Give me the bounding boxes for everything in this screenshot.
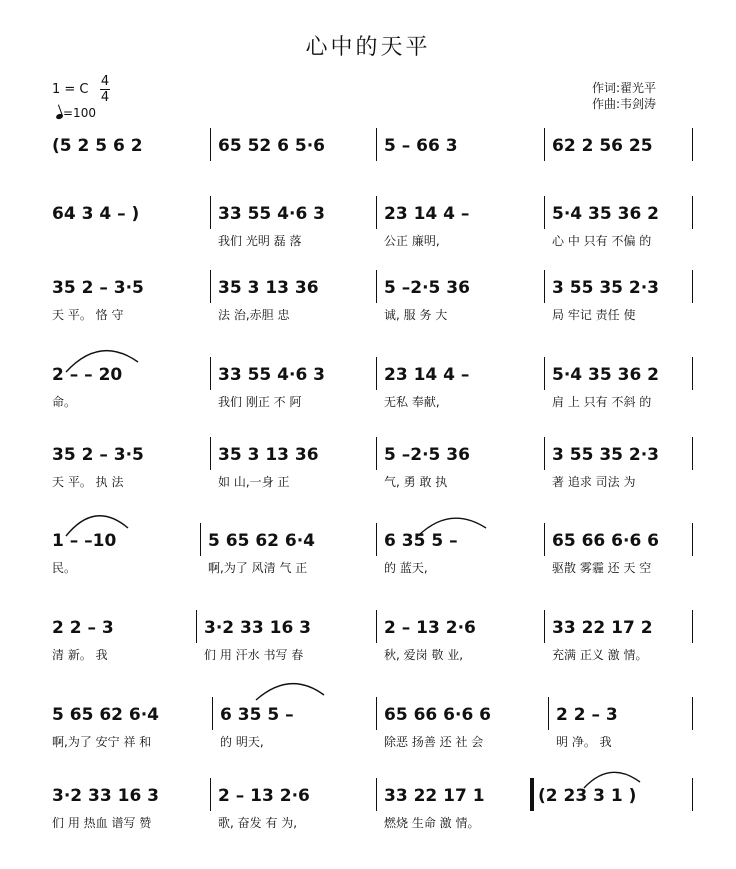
key-value: 1 = C bbox=[52, 82, 89, 97]
barline bbox=[544, 270, 545, 303]
barline bbox=[548, 697, 549, 730]
measure-lyrics: 法 治,赤胆 忠 bbox=[218, 308, 290, 322]
measure-lyrics: 气, 勇 敢 执 bbox=[384, 475, 448, 489]
measure-notes: 65 66 6·6 6 bbox=[552, 531, 660, 551]
key-signature bbox=[52, 74, 142, 124]
measure-notes: 62 2 56 25 bbox=[552, 136, 653, 156]
measure-notes: 1 – –10 bbox=[52, 531, 117, 551]
measure-lyrics: 的 明天, bbox=[220, 735, 264, 749]
barline bbox=[376, 697, 377, 730]
barline bbox=[692, 270, 693, 303]
barline bbox=[692, 523, 693, 556]
measure-lyrics: 天 平。 执 法 bbox=[52, 475, 124, 489]
composer: 作曲:韦剑涛 bbox=[592, 97, 657, 111]
barline bbox=[544, 357, 545, 390]
measure-lyrics: 们 用 热血 谱写 赞 bbox=[52, 816, 152, 830]
measure-lyrics: 肩 上 只有 不斜 的 bbox=[552, 395, 652, 409]
measure-lyrics: 充满 正义 激 情。 bbox=[552, 648, 648, 662]
measure-notes: 5·4 35 36 2 bbox=[552, 365, 660, 385]
barline bbox=[544, 437, 545, 470]
barline bbox=[544, 128, 545, 161]
measure-lyrics: 驱散 雾霾 还 天 空 bbox=[552, 561, 652, 575]
barline bbox=[210, 778, 211, 811]
barline bbox=[376, 610, 377, 643]
barline bbox=[376, 196, 377, 229]
barline bbox=[376, 778, 377, 811]
barline bbox=[692, 697, 693, 730]
measure-lyrics: 天 平。 恪 守 bbox=[52, 308, 124, 322]
barline bbox=[376, 437, 377, 470]
measure-notes: 3 55 35 2·3 bbox=[552, 278, 660, 298]
measure-notes: 5 –2·5 36 bbox=[384, 278, 470, 298]
barline bbox=[196, 610, 197, 643]
measure-lyrics: 燃烧 生命 激 情。 bbox=[384, 816, 480, 830]
measure-lyrics: 我们 光明 磊 落 bbox=[218, 234, 302, 248]
measure-notes: 33 22 17 2 bbox=[552, 618, 653, 638]
measure-notes: 35 3 13 36 bbox=[218, 445, 319, 465]
barline bbox=[376, 128, 377, 161]
measure-lyrics: 如 山,一身 正 bbox=[218, 475, 290, 489]
measure-lyrics: 的 蓝天, bbox=[384, 561, 428, 575]
barline bbox=[544, 196, 545, 229]
measure-notes: 3 55 35 2·3 bbox=[552, 445, 660, 465]
measure-notes: 2 – – 20 bbox=[52, 365, 123, 385]
measure-notes: 3·2 33 16 3 bbox=[52, 786, 160, 806]
measure-lyrics: 局 牢记 责任 使 bbox=[552, 308, 636, 322]
barline bbox=[692, 196, 693, 229]
barline bbox=[692, 128, 693, 161]
time-denominator: 4 bbox=[100, 90, 110, 105]
measure-notes: 2 2 – 3 bbox=[556, 705, 618, 725]
measure-notes: 23 14 4 – bbox=[384, 365, 470, 385]
barline bbox=[200, 523, 201, 556]
barline bbox=[210, 128, 211, 161]
barline bbox=[692, 610, 693, 643]
measure-notes: 5 65 62 6·4 bbox=[52, 705, 160, 725]
time-signature bbox=[98, 74, 112, 105]
barline bbox=[376, 357, 377, 390]
song-title: 心中的天平 bbox=[305, 35, 431, 60]
measure-lyrics: 无私 奉献, bbox=[384, 395, 440, 409]
measure-notes: 5 65 62 6·4 bbox=[208, 531, 316, 551]
measure-notes: 33 55 4·6 3 bbox=[218, 365, 326, 385]
measure-notes: 3·2 33 16 3 bbox=[204, 618, 312, 638]
measure-notes: 35 3 13 36 bbox=[218, 278, 319, 298]
measure-notes: 23 14 4 – bbox=[384, 204, 470, 224]
time-numerator: 4 bbox=[100, 74, 110, 89]
barline bbox=[210, 196, 211, 229]
measure-lyrics: 诚, 服 务 大 bbox=[384, 308, 448, 322]
measure-notes: 65 52 6 5·6 bbox=[218, 136, 326, 156]
barline bbox=[210, 357, 211, 390]
measure-notes: 2 2 – 3 bbox=[52, 618, 114, 638]
measure-notes: (2 23 3 1 ) bbox=[538, 786, 637, 806]
measure-notes: 35 2 – 3·5 bbox=[52, 445, 144, 465]
measure-notes: 5 – 66 3 bbox=[384, 136, 458, 156]
measure-notes: 2 – 13 2·6 bbox=[218, 786, 310, 806]
measure-notes: 65 66 6·6 6 bbox=[384, 705, 492, 725]
barline bbox=[376, 523, 377, 556]
measure-lyrics: 啊,为了 安宁 祥 和 bbox=[52, 735, 152, 749]
measure-lyrics: 歌, 奋发 有 为, bbox=[218, 816, 298, 830]
measure-notes: 35 2 – 3·5 bbox=[52, 278, 144, 298]
measure-lyrics: 明 净。 我 bbox=[556, 735, 612, 749]
measure-notes: 6 35 5 – bbox=[384, 531, 458, 551]
lyricist: 作词:翟光平 bbox=[592, 81, 657, 95]
measure-lyrics: 著 追求 司法 为 bbox=[552, 475, 636, 489]
barline bbox=[210, 270, 211, 303]
measure-lyrics: 啊,为了 风清 气 正 bbox=[208, 561, 308, 575]
tempo-marking bbox=[56, 106, 96, 120]
measure-notes: 6 35 5 – bbox=[220, 705, 294, 725]
measure-lyrics: 秋, 爱岗 敬 业, bbox=[384, 648, 464, 662]
measure-notes: 5 –2·5 36 bbox=[384, 445, 470, 465]
measure-notes: 5·4 35 36 2 bbox=[552, 204, 660, 224]
measure-notes: 2 – 13 2·6 bbox=[384, 618, 476, 638]
barline bbox=[530, 778, 534, 811]
barline bbox=[692, 357, 693, 390]
credits bbox=[592, 80, 656, 112]
barline bbox=[692, 437, 693, 470]
barline bbox=[544, 610, 545, 643]
measure-notes: 33 22 17 1 bbox=[384, 786, 485, 806]
measure-lyrics: 心 中 只有 不偏 的 bbox=[552, 234, 652, 248]
barline bbox=[544, 523, 545, 556]
measure-notes: 33 55 4·6 3 bbox=[218, 204, 326, 224]
measure-lyrics: 公正 廉明, bbox=[384, 234, 440, 248]
measure-lyrics: 清 新。 我 bbox=[52, 648, 108, 662]
barline bbox=[376, 270, 377, 303]
barline bbox=[212, 697, 213, 730]
measure-notes: (5 2 5 6 2 bbox=[52, 136, 143, 156]
measure-notes: 64 3 4 – ) bbox=[52, 204, 140, 224]
measure-lyrics: 我们 刚正 不 阿 bbox=[218, 395, 302, 409]
measure-lyrics: 除恶 扬善 还 社 会 bbox=[384, 735, 484, 749]
tempo-value: =100 bbox=[63, 106, 96, 120]
barline bbox=[692, 778, 693, 811]
barline bbox=[210, 437, 211, 470]
measure-lyrics: 民。 bbox=[52, 561, 77, 575]
measure-lyrics: 们 用 汗水 书写 春 bbox=[204, 648, 304, 662]
measure-lyrics: 命。 bbox=[52, 395, 77, 409]
